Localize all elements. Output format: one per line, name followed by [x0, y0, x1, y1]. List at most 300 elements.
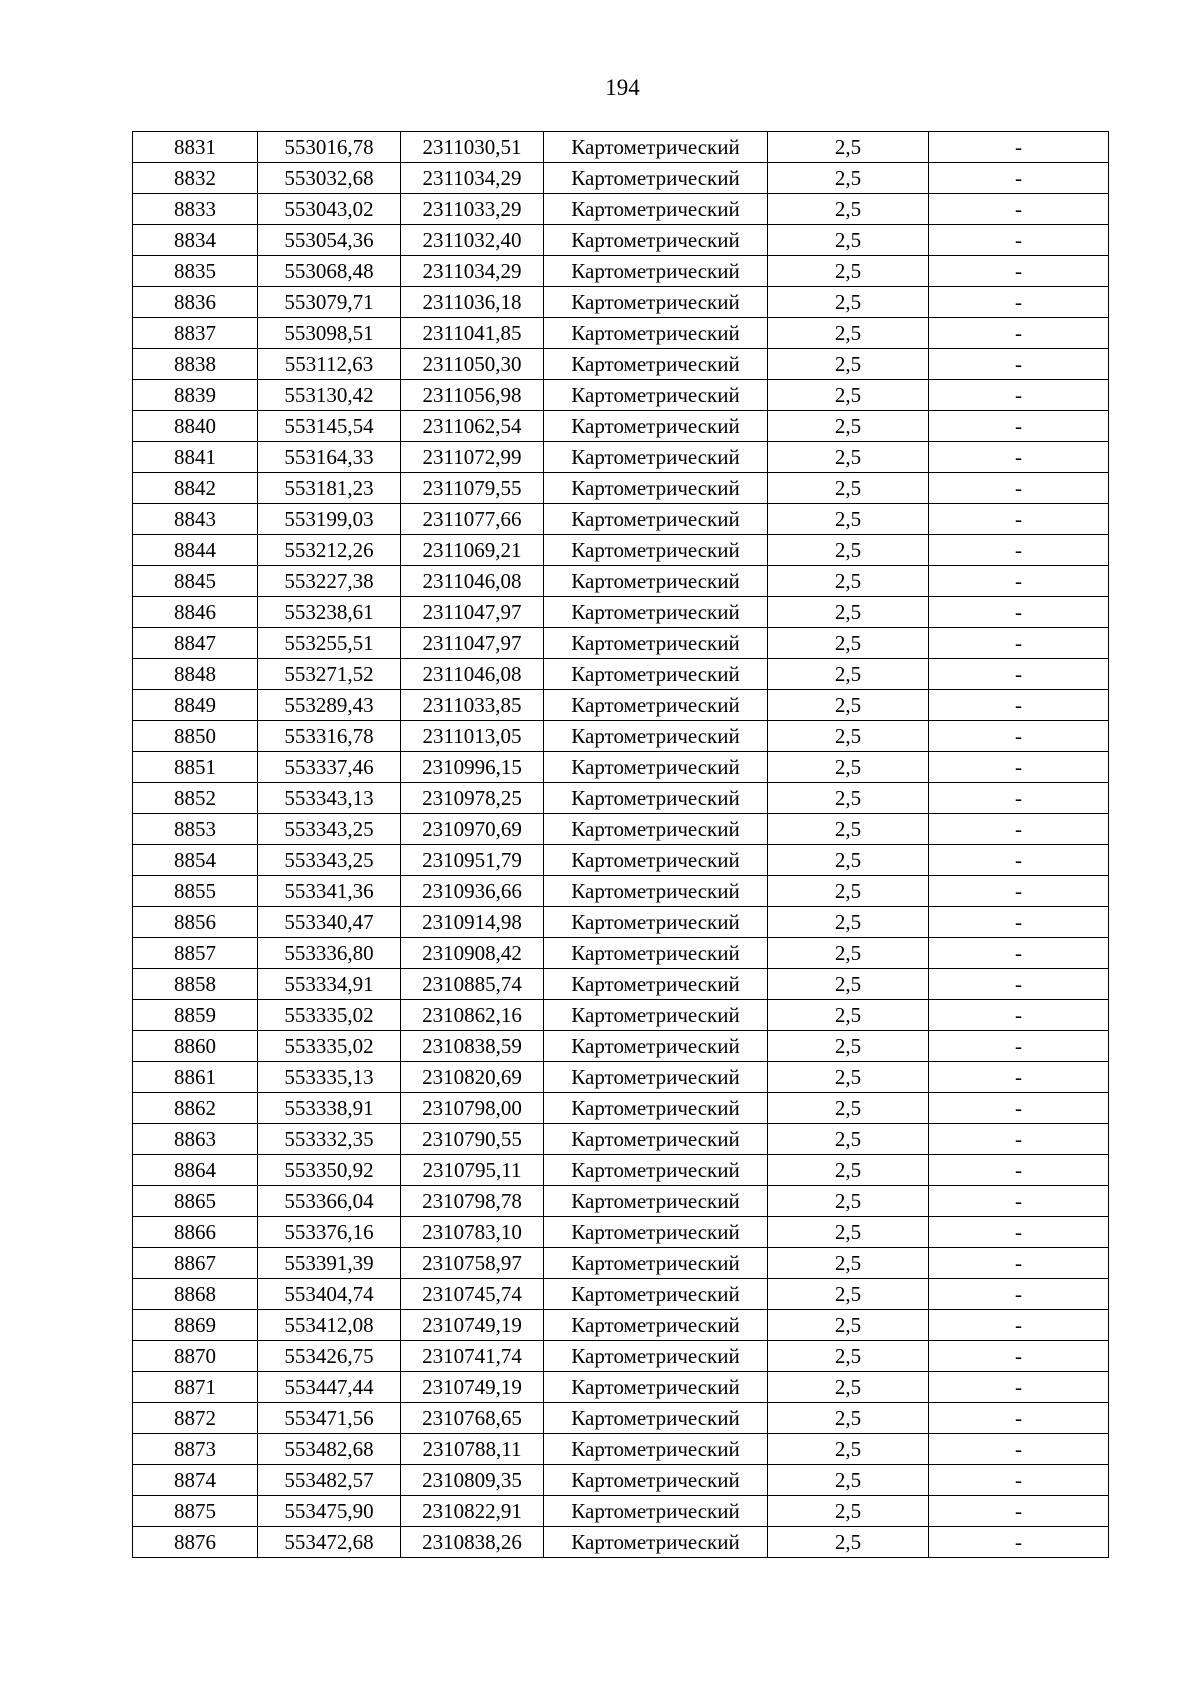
- method-cell: Картометрический: [544, 1000, 768, 1031]
- accuracy-cell: 2,5: [768, 504, 929, 535]
- point-number-cell: 8844: [133, 535, 258, 566]
- description-cell: -: [929, 473, 1109, 504]
- y-coordinate-cell: 2310790,55: [401, 1124, 544, 1155]
- point-number-cell: 8831: [133, 132, 258, 163]
- table-row: [133, 1186, 1109, 1217]
- method-cell: Картометрический: [544, 380, 768, 411]
- table-row: [133, 690, 1109, 721]
- point-number-cell: 8872: [133, 1403, 258, 1434]
- description-cell: -: [929, 1310, 1109, 1341]
- table-row: [133, 1341, 1109, 1372]
- accuracy-cell: 2,5: [768, 132, 929, 163]
- y-coordinate-cell: 2310758,97: [401, 1248, 544, 1279]
- description-cell: -: [929, 411, 1109, 442]
- description-cell: -: [929, 442, 1109, 473]
- accuracy-cell: 2,5: [768, 380, 929, 411]
- point-number-cell: 8849: [133, 690, 258, 721]
- point-number-cell: 8834: [133, 225, 258, 256]
- y-coordinate-cell: 2311041,85: [401, 318, 544, 349]
- x-coordinate-cell: 553343,13: [258, 783, 401, 814]
- method-cell: Картометрический: [544, 1031, 768, 1062]
- accuracy-cell: 2,5: [768, 783, 929, 814]
- method-cell: Картометрический: [544, 1093, 768, 1124]
- table-row: [133, 442, 1109, 473]
- point-number-cell: 8833: [133, 194, 258, 225]
- description-cell: -: [929, 256, 1109, 287]
- table-row: [133, 287, 1109, 318]
- description-cell: -: [929, 876, 1109, 907]
- table-row: [133, 535, 1109, 566]
- description-cell: -: [929, 1496, 1109, 1527]
- point-number-cell: 8845: [133, 566, 258, 597]
- y-coordinate-cell: 2310768,65: [401, 1403, 544, 1434]
- method-cell: Картометрический: [544, 659, 768, 690]
- description-cell: -: [929, 535, 1109, 566]
- point-number-cell: 8859: [133, 1000, 258, 1031]
- y-coordinate-cell: 2311032,40: [401, 225, 544, 256]
- y-coordinate-cell: 2310914,98: [401, 907, 544, 938]
- table-row: [133, 380, 1109, 411]
- x-coordinate-cell: 553472,68: [258, 1527, 401, 1558]
- point-number-cell: 8855: [133, 876, 258, 907]
- y-coordinate-cell: 2311069,21: [401, 535, 544, 566]
- method-cell: Картометрический: [544, 597, 768, 628]
- description-cell: -: [929, 1155, 1109, 1186]
- y-coordinate-cell: 2311033,85: [401, 690, 544, 721]
- x-coordinate-cell: 553404,74: [258, 1279, 401, 1310]
- point-number-cell: 8873: [133, 1434, 258, 1465]
- method-cell: Картометрический: [544, 535, 768, 566]
- accuracy-cell: 2,5: [768, 1527, 929, 1558]
- y-coordinate-cell: 2310908,42: [401, 938, 544, 969]
- y-coordinate-cell: 2310795,11: [401, 1155, 544, 1186]
- description-cell: -: [929, 1124, 1109, 1155]
- accuracy-cell: 2,5: [768, 318, 929, 349]
- y-coordinate-cell: 2310745,74: [401, 1279, 544, 1310]
- table-row: [133, 1248, 1109, 1279]
- x-coordinate-cell: 553376,16: [258, 1217, 401, 1248]
- accuracy-cell: 2,5: [768, 1155, 929, 1186]
- point-number-cell: 8839: [133, 380, 258, 411]
- point-number-cell: 8863: [133, 1124, 258, 1155]
- x-coordinate-cell: 553338,91: [258, 1093, 401, 1124]
- table-row: [133, 318, 1109, 349]
- table-row: [133, 256, 1109, 287]
- accuracy-cell: 2,5: [768, 535, 929, 566]
- accuracy-cell: 2,5: [768, 690, 929, 721]
- description-cell: -: [929, 504, 1109, 535]
- description-cell: -: [929, 1527, 1109, 1558]
- description-cell: -: [929, 1248, 1109, 1279]
- y-coordinate-cell: 2311046,08: [401, 659, 544, 690]
- y-coordinate-cell: 2311036,18: [401, 287, 544, 318]
- x-coordinate-cell: 553145,54: [258, 411, 401, 442]
- accuracy-cell: 2,5: [768, 1186, 929, 1217]
- x-coordinate-cell: 553337,46: [258, 752, 401, 783]
- table-row: [133, 1434, 1109, 1465]
- method-cell: Картометрический: [544, 411, 768, 442]
- point-number-cell: 8846: [133, 597, 258, 628]
- y-coordinate-cell: 2310885,74: [401, 969, 544, 1000]
- table-row: [133, 1279, 1109, 1310]
- x-coordinate-cell: 553054,36: [258, 225, 401, 256]
- accuracy-cell: 2,5: [768, 287, 929, 318]
- point-number-cell: 8864: [133, 1155, 258, 1186]
- accuracy-cell: 2,5: [768, 1279, 929, 1310]
- y-coordinate-cell: 2310741,74: [401, 1341, 544, 1372]
- method-cell: Картометрический: [544, 1124, 768, 1155]
- y-coordinate-cell: 2310749,19: [401, 1310, 544, 1341]
- method-cell: Картометрический: [544, 845, 768, 876]
- point-number-cell: 8866: [133, 1217, 258, 1248]
- x-coordinate-cell: 553164,33: [258, 442, 401, 473]
- y-coordinate-cell: 2310820,69: [401, 1062, 544, 1093]
- method-cell: Картометрический: [544, 1155, 768, 1186]
- y-coordinate-cell: 2311047,97: [401, 628, 544, 659]
- x-coordinate-cell: 553391,39: [258, 1248, 401, 1279]
- accuracy-cell: 2,5: [768, 1434, 929, 1465]
- accuracy-cell: 2,5: [768, 163, 929, 194]
- point-number-cell: 8850: [133, 721, 258, 752]
- y-coordinate-cell: 2310788,11: [401, 1434, 544, 1465]
- table-row: [133, 349, 1109, 380]
- y-coordinate-cell: 2310996,15: [401, 752, 544, 783]
- method-cell: Картометрический: [544, 1248, 768, 1279]
- page-number: 194: [605, 75, 640, 100]
- description-cell: -: [929, 752, 1109, 783]
- x-coordinate-cell: 553343,25: [258, 845, 401, 876]
- table-row: [133, 566, 1109, 597]
- description-cell: -: [929, 969, 1109, 1000]
- x-coordinate-cell: 553016,78: [258, 132, 401, 163]
- y-coordinate-cell: 2310838,59: [401, 1031, 544, 1062]
- table-row: [133, 1031, 1109, 1062]
- table-row: [133, 845, 1109, 876]
- description-cell: -: [929, 349, 1109, 380]
- method-cell: Картометрический: [544, 225, 768, 256]
- y-coordinate-cell: 2310798,00: [401, 1093, 544, 1124]
- x-coordinate-cell: 553079,71: [258, 287, 401, 318]
- description-cell: -: [929, 194, 1109, 225]
- y-coordinate-cell: 2311056,98: [401, 380, 544, 411]
- y-coordinate-cell: 2310822,91: [401, 1496, 544, 1527]
- accuracy-cell: 2,5: [768, 1372, 929, 1403]
- point-number-cell: 8853: [133, 814, 258, 845]
- accuracy-cell: 2,5: [768, 876, 929, 907]
- description-cell: -: [929, 132, 1109, 163]
- description-cell: -: [929, 907, 1109, 938]
- y-coordinate-cell: 2311062,54: [401, 411, 544, 442]
- table-row: [133, 659, 1109, 690]
- accuracy-cell: 2,5: [768, 256, 929, 287]
- table-row: [133, 1155, 1109, 1186]
- x-coordinate-cell: 553426,75: [258, 1341, 401, 1372]
- method-cell: Картометрический: [544, 1341, 768, 1372]
- table-row: [133, 938, 1109, 969]
- table-row: [133, 473, 1109, 504]
- table-row: [133, 876, 1109, 907]
- method-cell: Картометрический: [544, 287, 768, 318]
- description-cell: -: [929, 659, 1109, 690]
- point-number-cell: 8858: [133, 969, 258, 1000]
- x-coordinate-cell: 553341,36: [258, 876, 401, 907]
- accuracy-cell: 2,5: [768, 1000, 929, 1031]
- table-row: [133, 225, 1109, 256]
- accuracy-cell: 2,5: [768, 1062, 929, 1093]
- table-row: [133, 969, 1109, 1000]
- method-cell: Картометрический: [544, 752, 768, 783]
- description-cell: -: [929, 814, 1109, 845]
- description-cell: -: [929, 163, 1109, 194]
- description-cell: -: [929, 318, 1109, 349]
- accuracy-cell: 2,5: [768, 1248, 929, 1279]
- point-number-cell: 8854: [133, 845, 258, 876]
- table-row: [133, 907, 1109, 938]
- description-cell: -: [929, 380, 1109, 411]
- description-cell: -: [929, 690, 1109, 721]
- point-number-cell: 8837: [133, 318, 258, 349]
- table-row: [133, 411, 1109, 442]
- x-coordinate-cell: 553335,02: [258, 1000, 401, 1031]
- accuracy-cell: 2,5: [768, 721, 929, 752]
- method-cell: Картометрический: [544, 1217, 768, 1248]
- table-row: [133, 1465, 1109, 1496]
- point-number-cell: 8838: [133, 349, 258, 380]
- point-number-cell: 8876: [133, 1527, 258, 1558]
- point-number-cell: 8865: [133, 1186, 258, 1217]
- accuracy-cell: 2,5: [768, 1217, 929, 1248]
- x-coordinate-cell: 553238,61: [258, 597, 401, 628]
- table-row: [133, 721, 1109, 752]
- table-row: [133, 132, 1109, 163]
- method-cell: Картометрический: [544, 256, 768, 287]
- x-coordinate-cell: 553289,43: [258, 690, 401, 721]
- point-number-cell: 8841: [133, 442, 258, 473]
- description-cell: -: [929, 1217, 1109, 1248]
- description-cell: -: [929, 1093, 1109, 1124]
- point-number-cell: 8852: [133, 783, 258, 814]
- x-coordinate-cell: 553212,26: [258, 535, 401, 566]
- accuracy-cell: 2,5: [768, 442, 929, 473]
- coordinates-table-body: [133, 132, 1109, 1558]
- method-cell: Картометрический: [544, 1434, 768, 1465]
- point-number-cell: 8842: [133, 473, 258, 504]
- accuracy-cell: 2,5: [768, 1465, 929, 1496]
- point-number-cell: 8848: [133, 659, 258, 690]
- x-coordinate-cell: 553336,80: [258, 938, 401, 969]
- method-cell: Картометрический: [544, 969, 768, 1000]
- point-number-cell: 8847: [133, 628, 258, 659]
- accuracy-cell: 2,5: [768, 349, 929, 380]
- method-cell: Картометрический: [544, 938, 768, 969]
- x-coordinate-cell: 553032,68: [258, 163, 401, 194]
- point-number-cell: 8869: [133, 1310, 258, 1341]
- y-coordinate-cell: 2310809,35: [401, 1465, 544, 1496]
- method-cell: Картометрический: [544, 814, 768, 845]
- method-cell: Картометрический: [544, 349, 768, 380]
- table-row: [133, 628, 1109, 659]
- accuracy-cell: 2,5: [768, 225, 929, 256]
- y-coordinate-cell: 2310951,79: [401, 845, 544, 876]
- method-cell: Картометрический: [544, 132, 768, 163]
- x-coordinate-cell: 553332,35: [258, 1124, 401, 1155]
- accuracy-cell: 2,5: [768, 1496, 929, 1527]
- x-coordinate-cell: 553316,78: [258, 721, 401, 752]
- accuracy-cell: 2,5: [768, 1310, 929, 1341]
- description-cell: -: [929, 1434, 1109, 1465]
- accuracy-cell: 2,5: [768, 566, 929, 597]
- x-coordinate-cell: 553471,56: [258, 1403, 401, 1434]
- method-cell: Картометрический: [544, 442, 768, 473]
- table-row: [133, 1310, 1109, 1341]
- point-number-cell: 8840: [133, 411, 258, 442]
- description-cell: -: [929, 1031, 1109, 1062]
- y-coordinate-cell: 2311033,29: [401, 194, 544, 225]
- point-number-cell: 8861: [133, 1062, 258, 1093]
- y-coordinate-cell: 2310783,10: [401, 1217, 544, 1248]
- accuracy-cell: 2,5: [768, 938, 929, 969]
- accuracy-cell: 2,5: [768, 1093, 929, 1124]
- x-coordinate-cell: 553130,42: [258, 380, 401, 411]
- x-coordinate-cell: 553350,92: [258, 1155, 401, 1186]
- x-coordinate-cell: 553098,51: [258, 318, 401, 349]
- table-row: [133, 783, 1109, 814]
- table-row: [133, 1496, 1109, 1527]
- method-cell: Картометрический: [544, 163, 768, 194]
- table-row: [133, 194, 1109, 225]
- x-coordinate-cell: 553334,91: [258, 969, 401, 1000]
- accuracy-cell: 2,5: [768, 907, 929, 938]
- accuracy-cell: 2,5: [768, 659, 929, 690]
- accuracy-cell: 2,5: [768, 969, 929, 1000]
- method-cell: Картометрический: [544, 721, 768, 752]
- description-cell: -: [929, 938, 1109, 969]
- table-row: [133, 504, 1109, 535]
- description-cell: -: [929, 783, 1109, 814]
- x-coordinate-cell: 553227,38: [258, 566, 401, 597]
- table-row: [133, 1217, 1109, 1248]
- description-cell: -: [929, 287, 1109, 318]
- method-cell: Картометрический: [544, 1465, 768, 1496]
- point-number-cell: 8875: [133, 1496, 258, 1527]
- method-cell: Картометрический: [544, 876, 768, 907]
- point-number-cell: 8843: [133, 504, 258, 535]
- x-coordinate-cell: 553340,47: [258, 907, 401, 938]
- method-cell: Картометрический: [544, 1186, 768, 1217]
- method-cell: Картометрический: [544, 1279, 768, 1310]
- y-coordinate-cell: 2311079,55: [401, 473, 544, 504]
- point-number-cell: 8871: [133, 1372, 258, 1403]
- x-coordinate-cell: 553068,48: [258, 256, 401, 287]
- x-coordinate-cell: 553255,51: [258, 628, 401, 659]
- accuracy-cell: 2,5: [768, 628, 929, 659]
- y-coordinate-cell: 2310798,78: [401, 1186, 544, 1217]
- method-cell: Картометрический: [544, 194, 768, 225]
- point-number-cell: 8835: [133, 256, 258, 287]
- method-cell: Картометрический: [544, 1403, 768, 1434]
- method-cell: Картометрический: [544, 566, 768, 597]
- description-cell: -: [929, 1465, 1109, 1496]
- point-number-cell: 8856: [133, 907, 258, 938]
- y-coordinate-cell: 2311034,29: [401, 256, 544, 287]
- accuracy-cell: 2,5: [768, 473, 929, 504]
- description-cell: -: [929, 721, 1109, 752]
- method-cell: Картометрический: [544, 628, 768, 659]
- point-number-cell: 8857: [133, 938, 258, 969]
- point-number-cell: 8860: [133, 1031, 258, 1062]
- table-row: [133, 1000, 1109, 1031]
- table-row: [133, 1124, 1109, 1155]
- table-row: [133, 814, 1109, 845]
- description-cell: -: [929, 845, 1109, 876]
- y-coordinate-cell: 2311050,30: [401, 349, 544, 380]
- x-coordinate-cell: 553335,02: [258, 1031, 401, 1062]
- x-coordinate-cell: 553412,08: [258, 1310, 401, 1341]
- x-coordinate-cell: 553366,04: [258, 1186, 401, 1217]
- accuracy-cell: 2,5: [768, 1403, 929, 1434]
- y-coordinate-cell: 2310862,16: [401, 1000, 544, 1031]
- method-cell: Картометрический: [544, 907, 768, 938]
- point-number-cell: 8874: [133, 1465, 258, 1496]
- description-cell: -: [929, 1062, 1109, 1093]
- accuracy-cell: 2,5: [768, 597, 929, 628]
- x-coordinate-cell: 553343,25: [258, 814, 401, 845]
- y-coordinate-cell: 2311046,08: [401, 566, 544, 597]
- method-cell: Картометрический: [544, 783, 768, 814]
- point-number-cell: 8868: [133, 1279, 258, 1310]
- description-cell: -: [929, 1186, 1109, 1217]
- accuracy-cell: 2,5: [768, 845, 929, 876]
- description-cell: -: [929, 1279, 1109, 1310]
- description-cell: -: [929, 1341, 1109, 1372]
- y-coordinate-cell: 2311013,05: [401, 721, 544, 752]
- accuracy-cell: 2,5: [768, 1031, 929, 1062]
- table-row: [133, 1372, 1109, 1403]
- table-row: [133, 1403, 1109, 1434]
- description-cell: -: [929, 1000, 1109, 1031]
- x-coordinate-cell: 553482,57: [258, 1465, 401, 1496]
- x-coordinate-cell: 553199,03: [258, 504, 401, 535]
- method-cell: Картометрический: [544, 1496, 768, 1527]
- y-coordinate-cell: 2310936,66: [401, 876, 544, 907]
- y-coordinate-cell: 2311030,51: [401, 132, 544, 163]
- y-coordinate-cell: 2311047,97: [401, 597, 544, 628]
- description-cell: -: [929, 1372, 1109, 1403]
- accuracy-cell: 2,5: [768, 814, 929, 845]
- method-cell: Картометрический: [544, 1062, 768, 1093]
- point-number-cell: 8851: [133, 752, 258, 783]
- point-number-cell: 8870: [133, 1341, 258, 1372]
- x-coordinate-cell: 553271,52: [258, 659, 401, 690]
- table-row: [133, 1062, 1109, 1093]
- x-coordinate-cell: 553112,63: [258, 349, 401, 380]
- description-cell: -: [929, 1403, 1109, 1434]
- table-row: [133, 1093, 1109, 1124]
- accuracy-cell: 2,5: [768, 194, 929, 225]
- table-row: [133, 597, 1109, 628]
- point-number-cell: 8867: [133, 1248, 258, 1279]
- description-cell: -: [929, 597, 1109, 628]
- y-coordinate-cell: 2310970,69: [401, 814, 544, 845]
- method-cell: Картометрический: [544, 473, 768, 504]
- y-coordinate-cell: 2310978,25: [401, 783, 544, 814]
- point-number-cell: 8832: [133, 163, 258, 194]
- x-coordinate-cell: 553043,02: [258, 194, 401, 225]
- accuracy-cell: 2,5: [768, 1341, 929, 1372]
- x-coordinate-cell: 553482,68: [258, 1434, 401, 1465]
- method-cell: Картометрический: [544, 1372, 768, 1403]
- point-number-cell: 8862: [133, 1093, 258, 1124]
